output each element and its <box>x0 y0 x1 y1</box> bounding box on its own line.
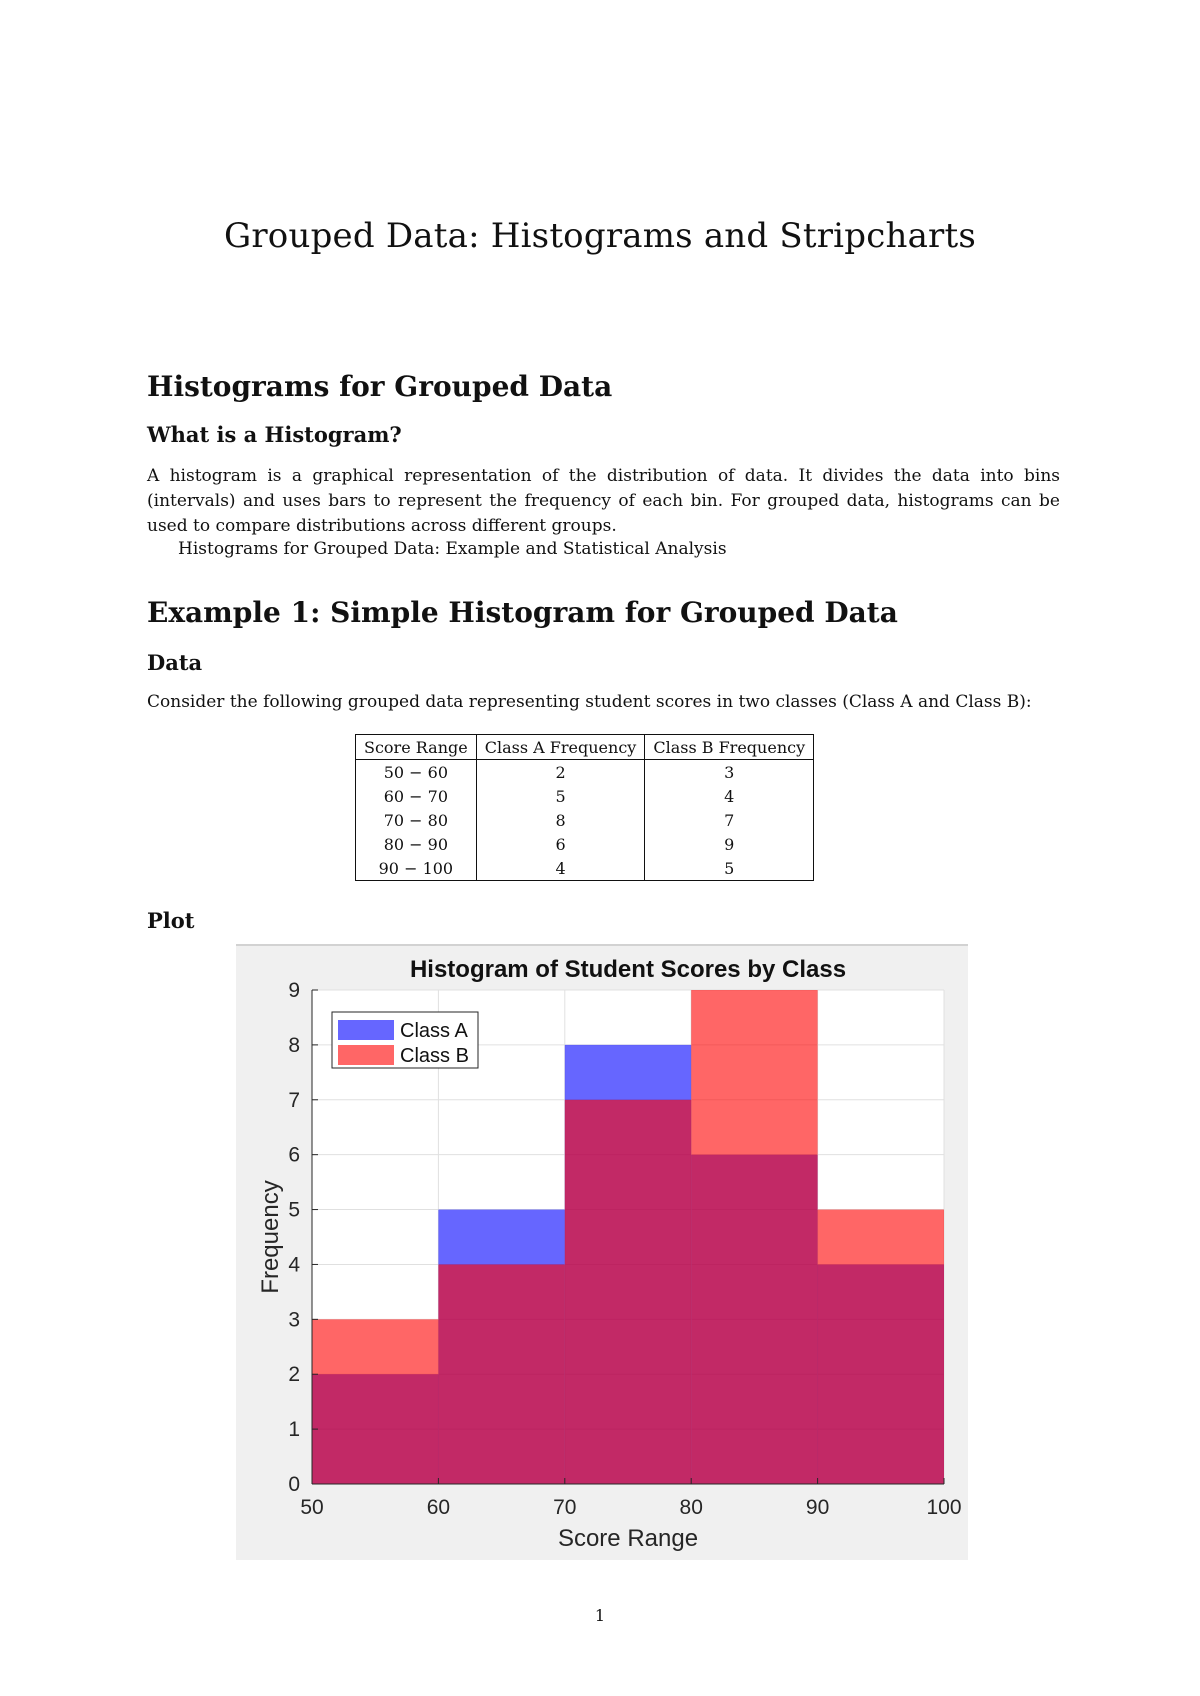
table-cell: 70 − 80 <box>356 808 477 832</box>
table-cell: 7 <box>645 808 814 832</box>
y-tick-label: 4 <box>288 1253 300 1277</box>
table-cell: 60 − 70 <box>356 784 477 808</box>
x-tick-label: 60 <box>426 1496 451 1519</box>
y-tick-label: 1 <box>288 1418 300 1442</box>
histogram-bar-class-b <box>438 1264 564 1484</box>
histogram-bar-class-b <box>818 1210 944 1484</box>
y-tick-label: 6 <box>288 1143 300 1167</box>
table-header-row <box>356 735 814 760</box>
table-row <box>356 760 814 785</box>
chart-title: Histogram of Student Scores by Class <box>409 956 847 983</box>
indented-reference-line: Histograms for Grouped Data: Example and Statistical Analysis <box>178 539 727 559</box>
table-cell: 5 <box>645 856 814 881</box>
y-tick-label: 5 <box>288 1198 300 1222</box>
histogram-bar-class-b <box>565 1100 691 1484</box>
x-tick-label: 90 <box>805 1496 830 1519</box>
table-header-cell: Score Range <box>356 735 477 760</box>
legend-label: Class B <box>400 1045 469 1067</box>
table-header-cell: Class A Frequency <box>476 735 645 760</box>
table-cell: 9 <box>645 832 814 856</box>
histogram-bar-class-b <box>312 1319 438 1484</box>
table-header-cell: Class B Frequency <box>645 735 814 760</box>
legend-swatch-class-a <box>338 1020 394 1040</box>
table-cell: 2 <box>476 760 645 785</box>
table-cell: 6 <box>476 832 645 856</box>
x-axis-title: Score Range <box>557 1525 699 1552</box>
legend-swatch-class-b <box>338 1045 394 1065</box>
subheading-data: Data <box>147 650 203 675</box>
y-tick-label: 9 <box>288 979 300 1002</box>
table-cell: 4 <box>476 856 645 881</box>
y-tick-label: 7 <box>288 1088 300 1112</box>
table-row <box>356 832 814 856</box>
histogram-figure <box>236 944 968 1560</box>
table-row <box>356 808 814 832</box>
x-tick-label: 70 <box>553 1496 577 1519</box>
page-number: 1 <box>594 1606 606 1625</box>
document-title: Grouped Data: Histograms and Stripcharts <box>223 216 976 256</box>
x-tick-label: 100 <box>926 1496 962 1519</box>
y-tick-label: 0 <box>288 1473 300 1496</box>
table-cell: 5 <box>476 784 645 808</box>
histogram-chart <box>236 944 968 1560</box>
table-cell: 3 <box>645 760 814 785</box>
frequency-table <box>355 734 814 881</box>
section-heading-histograms: Histograms for Grouped Data <box>147 370 613 403</box>
table-cell: 4 <box>645 784 814 808</box>
y-tick-label: 8 <box>288 1033 300 1057</box>
subheading-plot: Plot <box>147 908 195 933</box>
x-tick-label: 80 <box>679 1496 703 1519</box>
table-row <box>356 784 814 808</box>
y-tick-label: 2 <box>288 1363 300 1387</box>
table-cell: 8 <box>476 808 645 832</box>
y-axis-title: Frequency <box>257 1180 284 1294</box>
data-description-paragraph: Consider the following grouped data representing student scores in two classes (Class A and Class B): <box>147 692 1032 712</box>
table-cell: 90 − 100 <box>356 856 477 881</box>
histogram-definition-paragraph: A histogram is a graphical representation of the distribution of data. It divides the data into bins (intervals) and uses bars to represent the frequency of each bin. For grouped data, histograms can be used to compare distributions across different groups. <box>147 466 1060 536</box>
subheading-what-is-histogram: What is a Histogram? <box>147 422 402 447</box>
table-cell: 80 − 90 <box>356 832 477 856</box>
legend-label: Class A <box>400 1020 468 1042</box>
y-tick-label: 3 <box>288 1308 300 1332</box>
x-tick-label: 50 <box>300 1496 324 1519</box>
table-cell: 50 − 60 <box>356 760 477 785</box>
table-row <box>356 856 814 881</box>
histogram-bar-class-b <box>691 990 817 1484</box>
section-heading-example-1: Example 1: Simple Histogram for Grouped Data <box>147 596 898 629</box>
